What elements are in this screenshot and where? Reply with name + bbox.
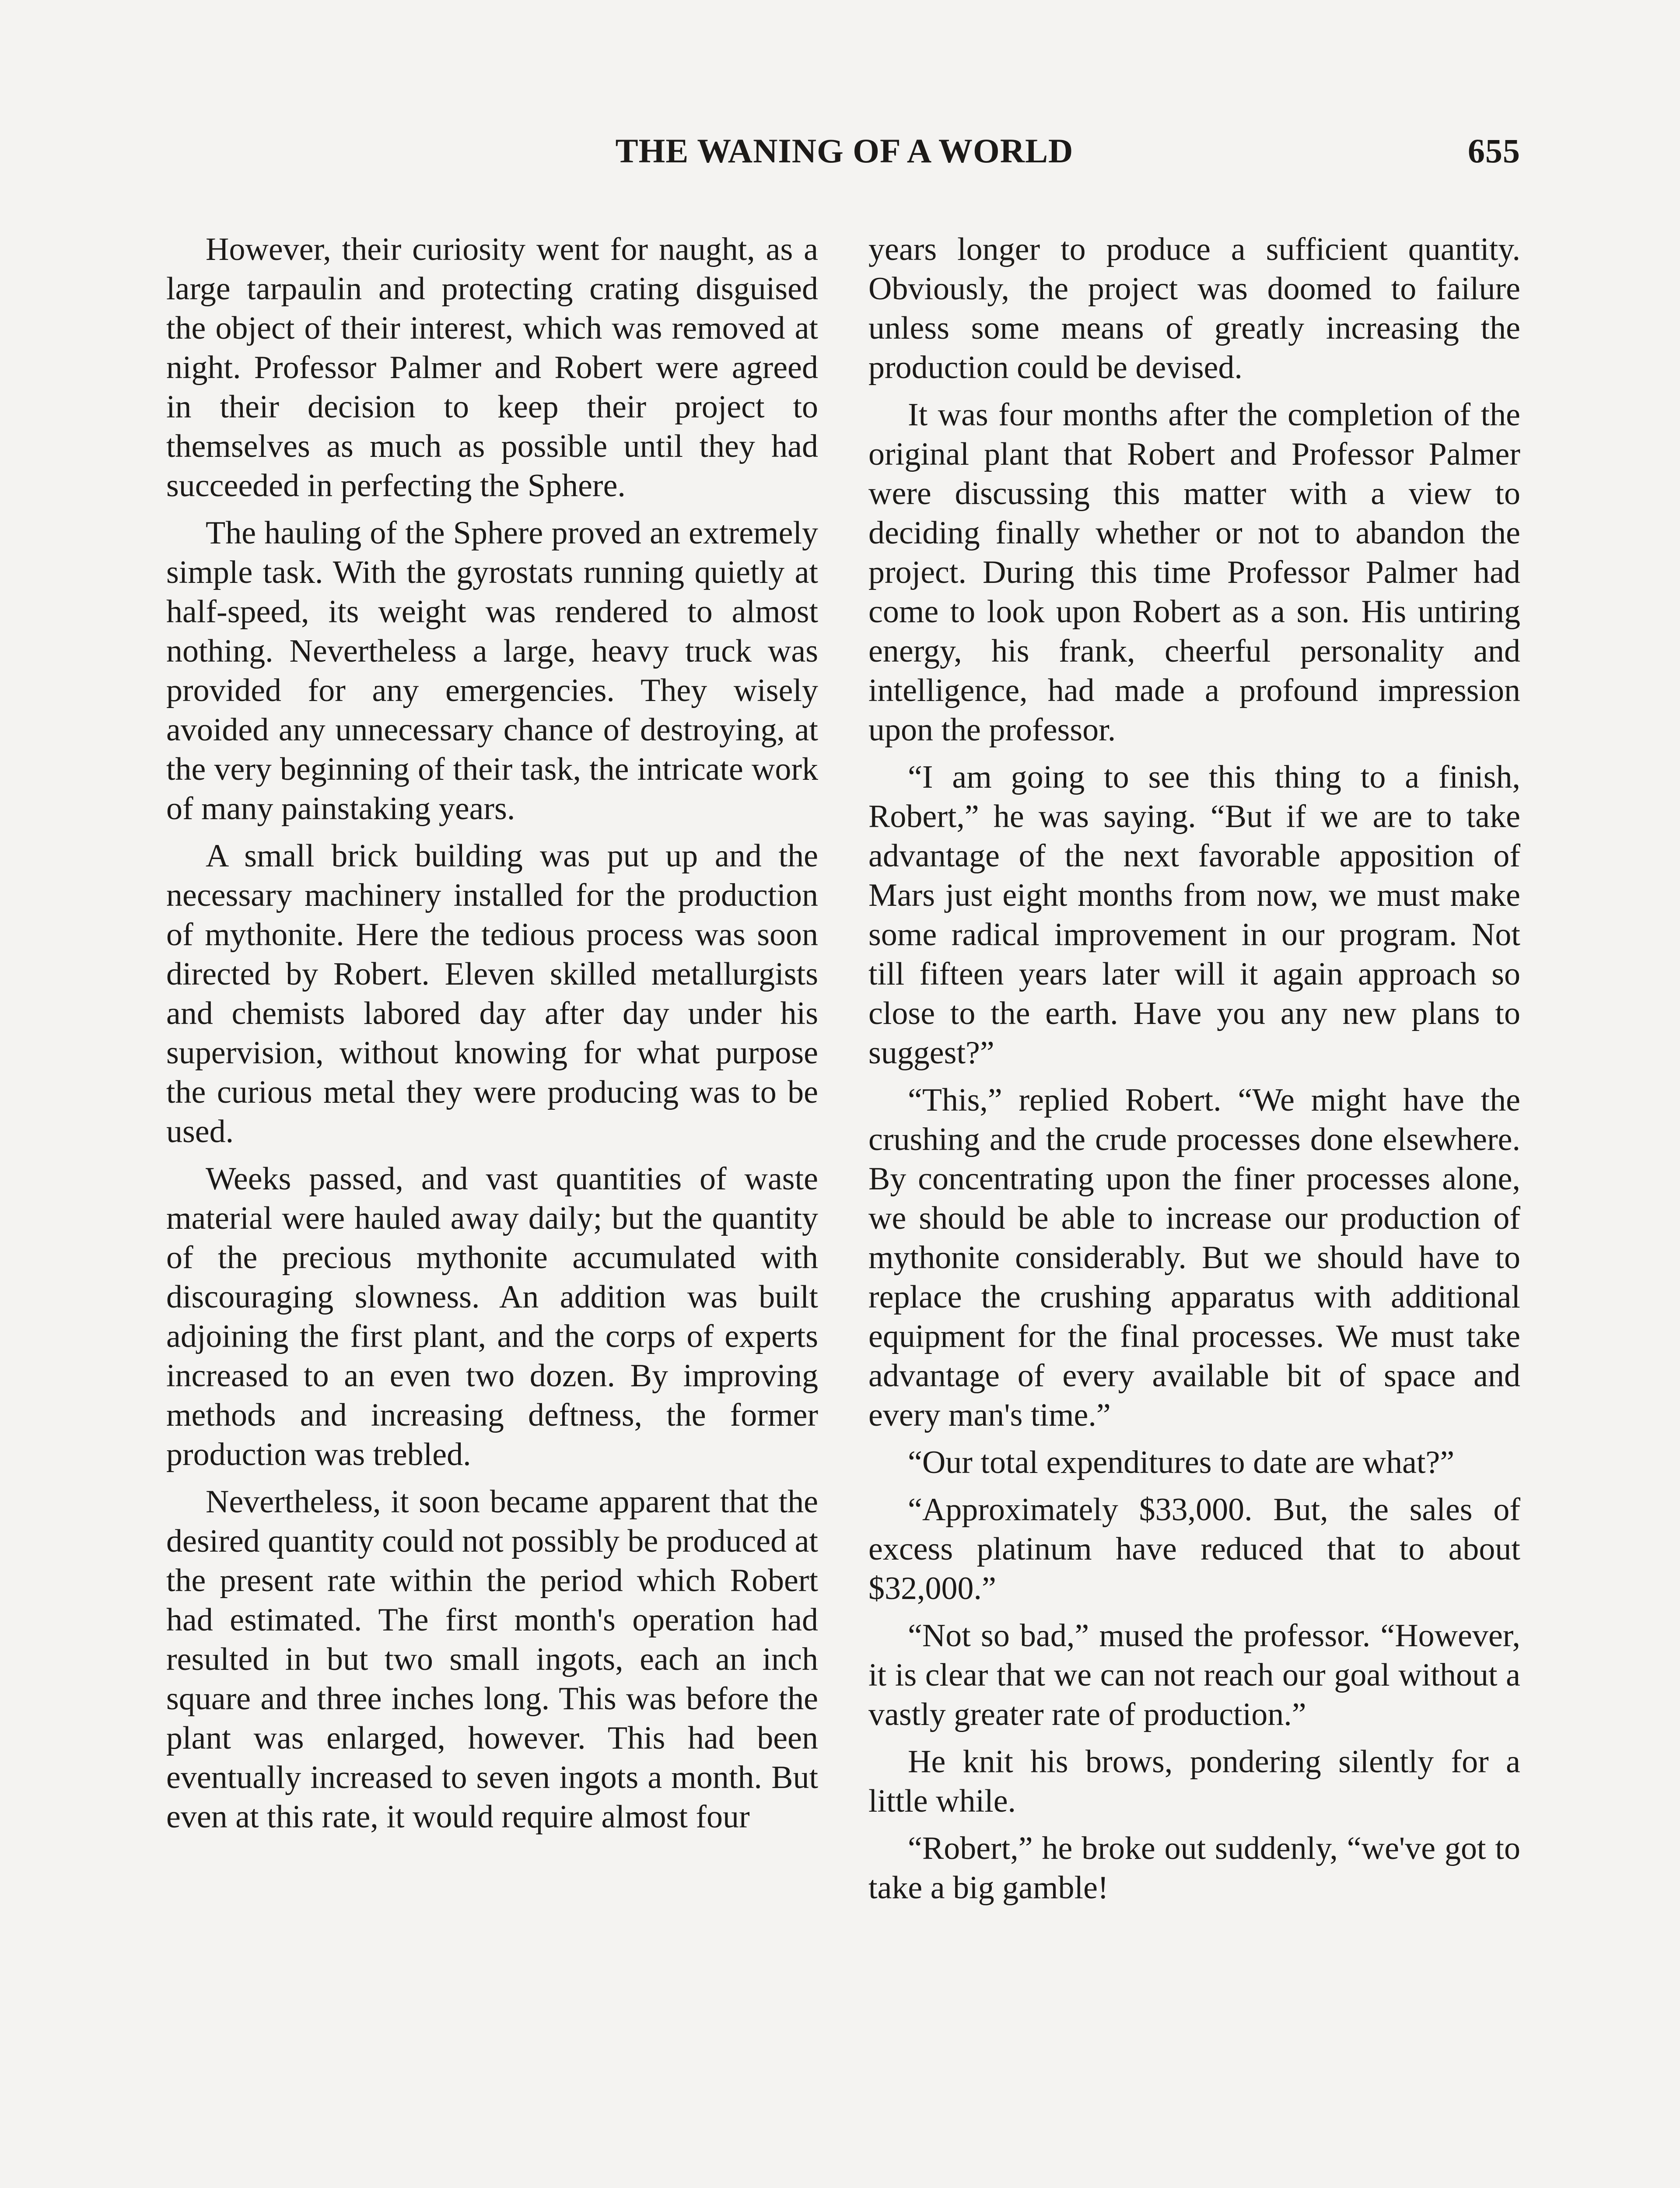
paragraph-continued: years longer to produce a sufficient quantity. Obviously, the project was doomed to failure unless some means of greatly increasing the production could be devised. — [868, 231, 1520, 386]
running-head — [168, 131, 1520, 179]
paragraph: “Our total expenditures to date are what?” — [908, 1445, 1455, 1480]
right-column — [868, 230, 1520, 1915]
story-title: THE WANING OF A WORLD — [615, 132, 1074, 170]
paragraph: He knit his brows, pondering silently for a little while. — [868, 1744, 1520, 1819]
paragraph: The hauling of the Sphere proved an extremely simple task. With the gyrostats running quietly at half-speed, its weight was rendered to almost nothing. Nevertheless a large, heavy truck was provided for any emergencies. They wisely avoided any unnecessary chance of destroying, at the very beginning of their task, the intricate work of many painstaking years. — [166, 515, 818, 827]
paragraph: “Approximately $33,000. But, the sales of excess platinum have reduced that to about $32,000.” — [868, 1492, 1520, 1606]
paragraph: “Robert,” he broke out suddenly, “we've got to take a big gamble! — [868, 1830, 1520, 1906]
paragraph: “I am going to see this thing to a finish, Robert,” he was saying. “But if we are to take advantage of the next favorable apposition of Mars just eight months from now, we must make some radical improvement in our program. Not till fifteen years later will it again approach so close to the earth. Have you any new plans to suggest?” — [868, 759, 1520, 1071]
paragraph: However, their curiosity went for naught, as a large tarpaulin and protecting crating disguised the object of their interest, which was removed at night. Professor Palmer and Robert were agreed in their decision to keep their project to themselves as much as possible until they had succeeded in perfecting the Sphere. — [166, 231, 818, 504]
page-number: 655 — [1468, 132, 1520, 170]
paragraph: A small brick building was put up and the necessary machinery installed for the production of mythonite. Here the tedious process was soon directed by Robert. Eleven skilled metallurgists and chemists labored day after day under his supervision, without knowing for what purpose the curious metal they were producing was to be used. — [166, 838, 818, 1150]
paragraph: Nevertheless, it soon became apparent that the desired quantity could not possibly be produced at the present rate within the period which Robert had estimated. The first month's operation had resulted in but two small ingots, each an inch square and three inches long. This was before the plant was enlarged, however. This had been eventually increased to seven ingots a month. But even at this rate, it would require almost four — [166, 1484, 818, 1835]
paragraph: “This,” replied Robert. “We might have the crushing and the crude processes done elsewhere. By concentrating upon the finer processes alone, we should be able to increase our production of mythonite considerably. But we should have to replace the crushing apparatus with additional equipment for the final processes. We must take advantage of every available bit of space and every man's time.” — [868, 1082, 1520, 1433]
paragraph: Weeks passed, and vast quantities of waste material were hauled away daily; but the quantity of the precious mythonite accumulated with discouraging slowness. An addition was built adjoining the first plant, and the corps of experts increased to an even two dozen. By improving methods and increasing deftness, the former production was trebled. — [166, 1161, 818, 1473]
paragraph: “Not so bad,” mused the professor. “However, it is clear that we can not reach our goal without a vastly greater rate of production.” — [868, 1618, 1520, 1732]
left-column — [166, 230, 818, 1844]
paragraph: It was four months after the completion of the original plant that Robert and Professor Palmer were discussing this matter with a view to deciding finally whether or not to abandon the project. During this time Professor Palmer had come to look upon Robert as a son. His untiring energy, his frank, cheerful personality and intelligence, had made a profound impression upon the professor. — [868, 397, 1520, 748]
